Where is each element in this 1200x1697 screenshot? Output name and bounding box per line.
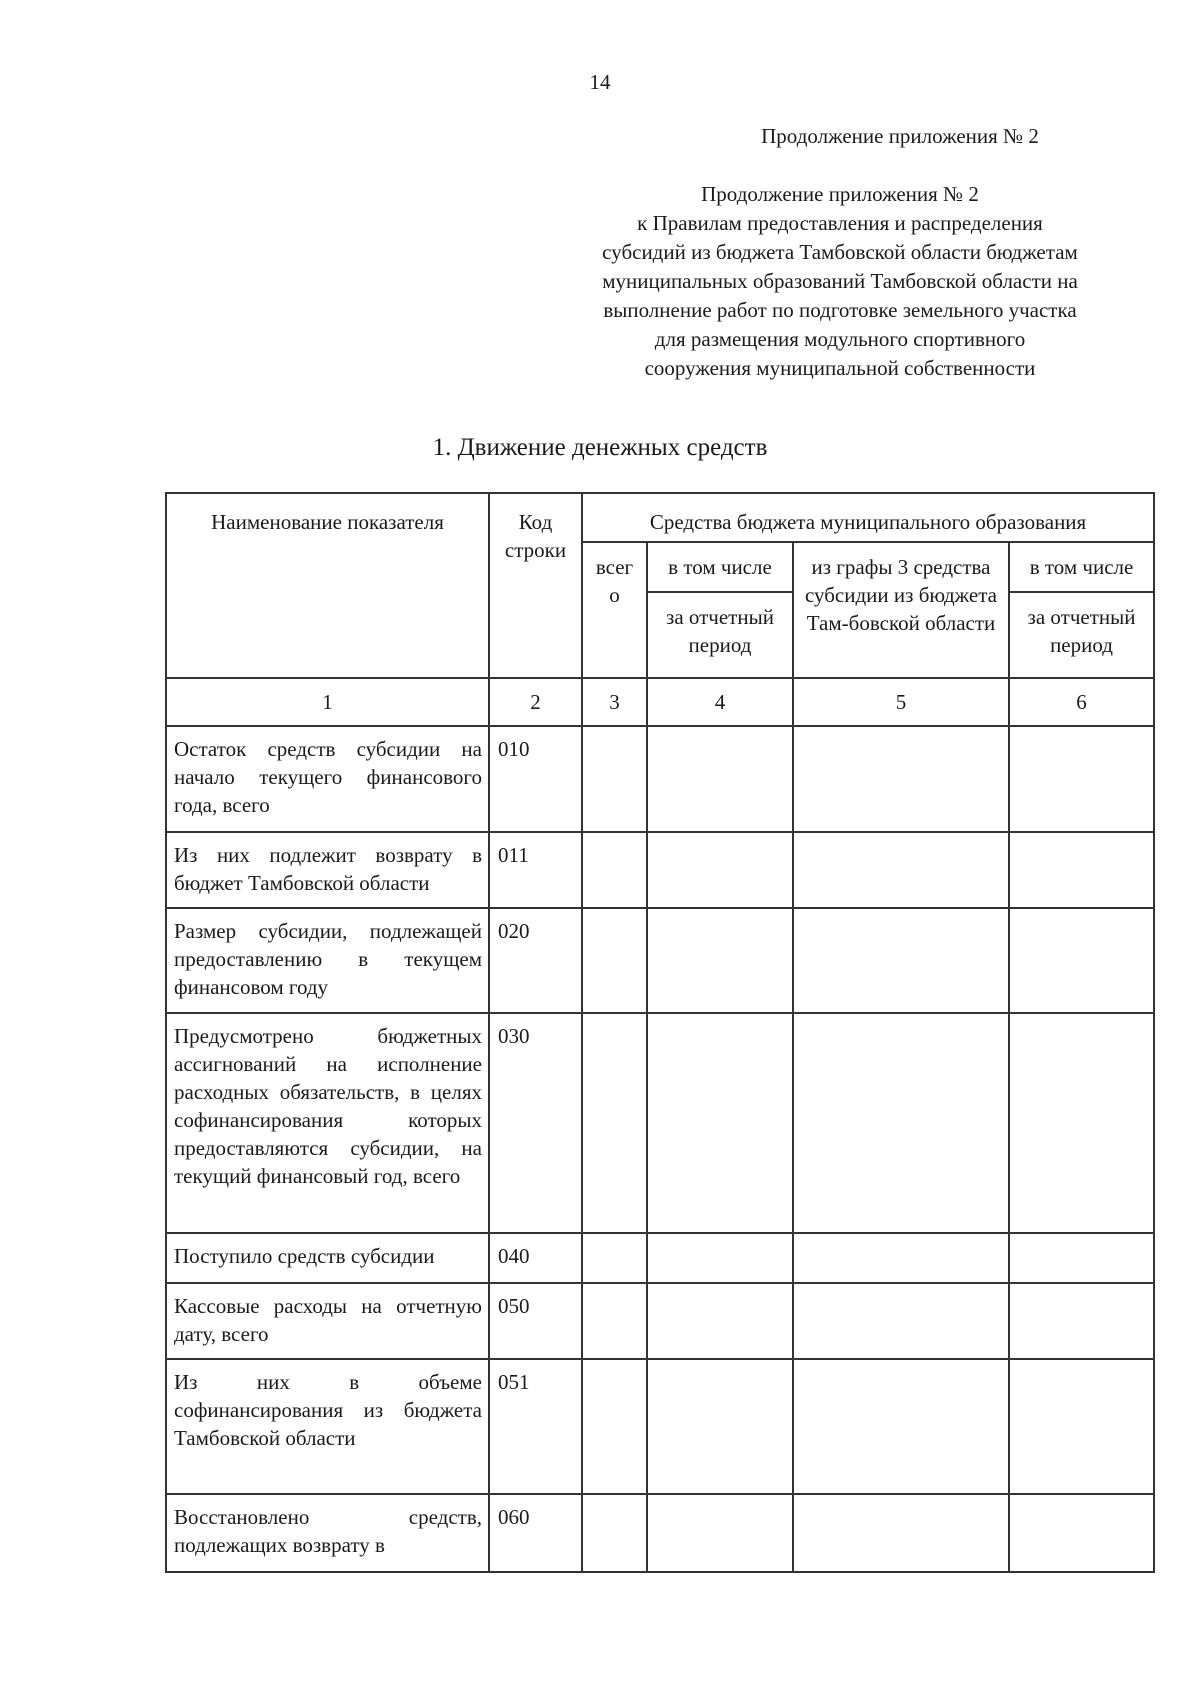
row-code: 050: [489, 1283, 582, 1359]
table-row: [166, 1233, 1154, 1283]
header-including: в том числе: [1009, 542, 1154, 592]
column-number: 3: [582, 678, 647, 726]
value-cell: [647, 1494, 793, 1572]
value-cell: [793, 1233, 1009, 1283]
header-municipal-budget: Средства бюджета муниципального образования: [582, 493, 1154, 542]
table-row: [166, 1013, 1154, 1233]
header-line: для размещения модульного спортивного: [654, 327, 1026, 351]
value-cell: [1009, 1359, 1154, 1494]
value-cell: [793, 726, 1009, 832]
value-cell: [582, 908, 647, 1013]
row-code: 060: [489, 1494, 582, 1572]
row-name: Поступило средств субсидии: [166, 1233, 489, 1283]
value-cell: [1009, 908, 1154, 1013]
table-row: [166, 1494, 1154, 1572]
value-cell: [647, 832, 793, 908]
row-code: 040: [489, 1233, 582, 1283]
value-cell: [1009, 1283, 1154, 1359]
header-total: всег о: [582, 542, 647, 678]
header-subsidy-from-column-3: из графы 3 средства субсидии из бюджета Там-бовской области: [793, 542, 1009, 678]
value-cell: [1009, 1013, 1154, 1233]
row-name: Размер субсидии, подлежащей предоставлению в текущем финансовом году: [166, 908, 489, 1013]
header-line: выполнение работ по подготовке земельного участка: [603, 298, 1077, 322]
column-number: 6: [1009, 678, 1154, 726]
value-cell: [793, 1013, 1009, 1233]
value-cell: [647, 1233, 793, 1283]
table-row: [166, 832, 1154, 908]
header-including: в том числе: [647, 542, 793, 592]
row-code: 051: [489, 1359, 582, 1494]
value-cell: [647, 908, 793, 1013]
value-cell: [793, 1283, 1009, 1359]
value-cell: [1009, 726, 1154, 832]
column-number: 1: [166, 678, 489, 726]
header-line: к Правилам предоставления и распределения: [637, 211, 1043, 235]
value-cell: [647, 726, 793, 832]
table-row: [166, 726, 1154, 832]
header-indicator-name: Наименование показателя: [166, 493, 489, 678]
table-row: [166, 1359, 1154, 1494]
header-line: муниципальных образований Тамбовской области на: [602, 269, 1078, 293]
value-cell: [647, 1013, 793, 1233]
value-cell: [793, 1359, 1009, 1494]
row-name: Из них подлежит возврату в бюджет Тамбовской области: [166, 832, 489, 908]
value-cell: [582, 1233, 647, 1283]
section-title: 1. Движение денежных средств: [432, 434, 768, 461]
row-code: 020: [489, 908, 582, 1013]
value-cell: [1009, 832, 1154, 908]
table-row: [166, 908, 1154, 1013]
row-code: 011: [489, 832, 582, 908]
cash-flow-table: [165, 492, 1155, 1573]
value-cell: [582, 1494, 647, 1572]
header-reporting-period: за отчетный период: [647, 592, 793, 678]
row-name: Кассовые расходы на отчетную дату, всего: [166, 1283, 489, 1359]
row-code: 010: [489, 726, 582, 832]
row-name: Из них в объеме софинансирования из бюджета Тамбовской области: [166, 1359, 489, 1494]
value-cell: [647, 1359, 793, 1494]
header-line: сооружения муниципальной собственности: [644, 356, 1036, 380]
header-row-code: Код строки: [489, 493, 582, 678]
appendix-header: [560, 180, 1120, 383]
value-cell: [1009, 1233, 1154, 1283]
top-caption: Продолжение приложения № 2: [761, 124, 1039, 148]
table-row: [166, 1283, 1154, 1359]
header-line: субсидий из бюджета Тамбовской области бюджетам: [602, 240, 1078, 264]
value-cell: [793, 1494, 1009, 1572]
row-name: Восстановлено средств, подлежащих возврату в: [166, 1494, 489, 1572]
value-cell: [582, 1359, 647, 1494]
row-code: 030: [489, 1013, 582, 1233]
row-name: Предусмотрено бюджетных ассигнований на исполнение расходных обязательств, в целях софинансирования которых предоставляются субсидии, на текущий финансовый год, всего: [166, 1013, 489, 1233]
value-cell: [1009, 1494, 1154, 1572]
value-cell: [582, 1283, 647, 1359]
column-number: 4: [647, 678, 793, 726]
value-cell: [793, 908, 1009, 1013]
value-cell: [582, 726, 647, 832]
column-number: 5: [793, 678, 1009, 726]
row-name: Остаток средств субсидии на начало текущего финансового года, всего: [166, 726, 489, 832]
header-reporting-period: за отчетный период: [1009, 592, 1154, 678]
column-number: 2: [489, 678, 582, 726]
header-line: Продолжение приложения № 2: [701, 182, 979, 206]
page-number: 14: [589, 70, 611, 94]
value-cell: [793, 832, 1009, 908]
value-cell: [647, 1283, 793, 1359]
value-cell: [582, 1013, 647, 1233]
value-cell: [582, 832, 647, 908]
